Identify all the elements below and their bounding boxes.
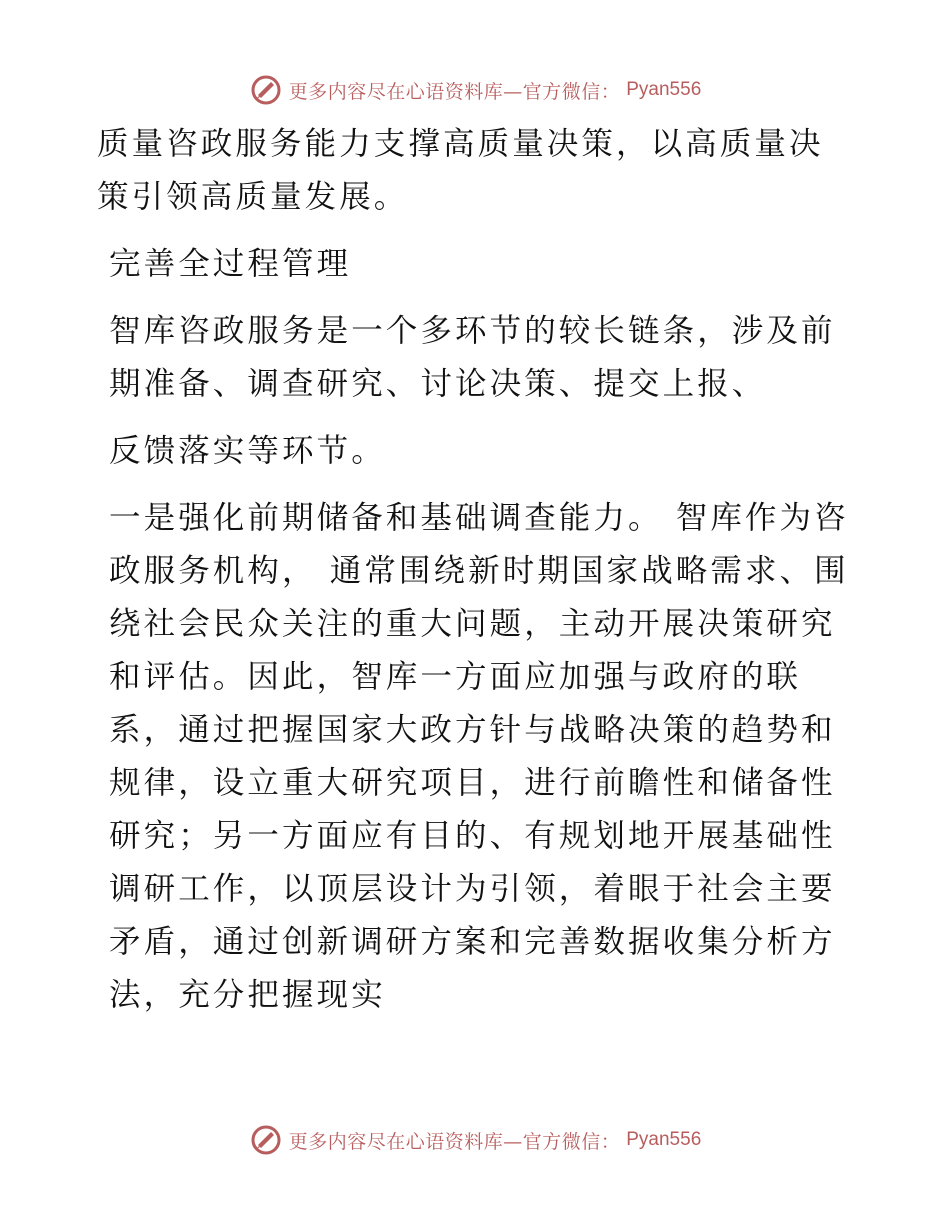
paragraph-2: 智库咨政服务是一个多环节的较长链条，涉及前期准备、调查研究、讨论决策、提交上报、 — [109, 313, 836, 402]
header-watermark — [0, 70, 950, 110]
red-circle-pen-logo-icon — [249, 73, 283, 107]
paragraph-4: 一是强化前期储备和基础调查能力。 智库作为咨政服务机构， 通常围绕新时期国家战略需求、围绕社会民众关注的重大问题，主动开展决策研究和评估。因此，智库一方面应加强与政府的联系，通过把握国家大政方针与战略决策的趋势和规律，设立重大研究项目，进行前瞻性和储备性研究；另一方面应有目的、有规划地开展基础性调研工作，以顶层设计为引领，着眼于社会主要矛盾，通过创新调研方案和完善数据收集分析方法，充分把握现实 — [109, 500, 849, 1013]
paragraph-3: 反馈落实等环节。 — [109, 433, 386, 469]
watermark-wechat-id: Pyan556 — [626, 79, 702, 100]
paragraph-1: 质量咨政服务能力支撑高质量决策，以高质量决策引领高质量发展。 — [97, 126, 824, 215]
section-heading: 完善全过程管理 — [109, 246, 352, 282]
red-circle-pen-logo-icon — [249, 1123, 283, 1157]
watermark-wechat-id: Pyan556 — [626, 1129, 702, 1150]
watermark-text: 更多内容尽在心语资料库—官方微信： — [288, 1130, 621, 1153]
document-body — [97, 118, 857, 1036]
footer-watermark — [0, 1120, 950, 1160]
watermark-text: 更多内容尽在心语资料库—官方微信： — [288, 80, 621, 103]
